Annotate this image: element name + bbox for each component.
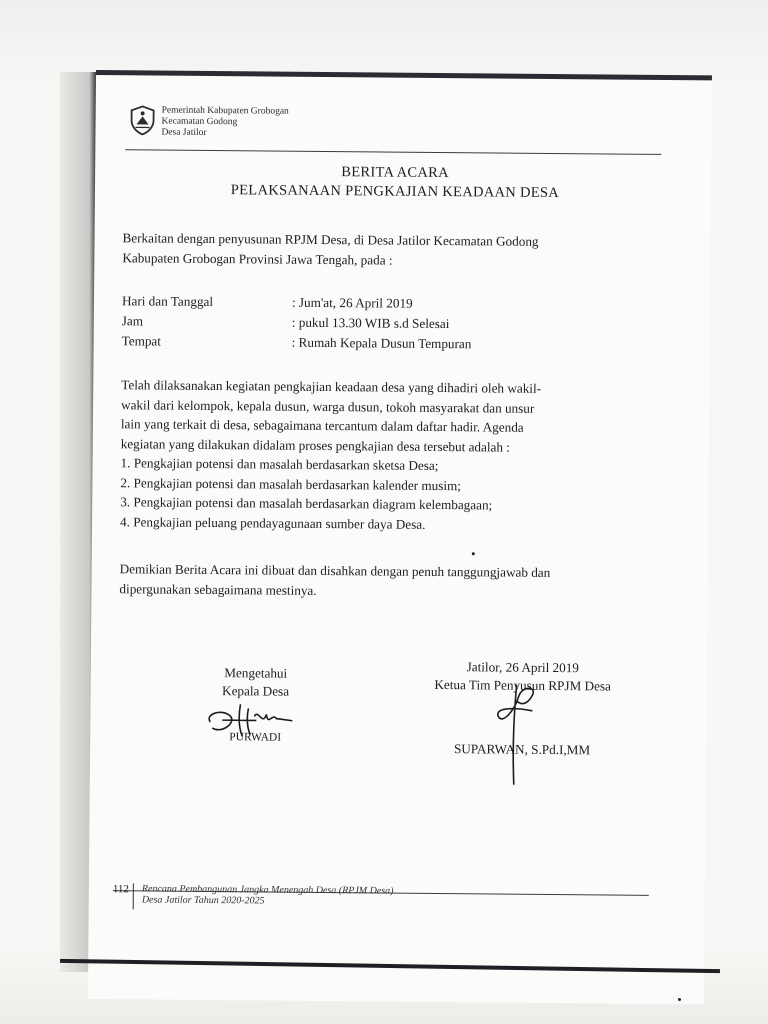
intro-paragraph	[122, 228, 662, 272]
detail-label: Jam	[121, 313, 144, 329]
intro-line-1: Berkaitan dengan penyusunan RPJM Desa, di Desa Jatilor Kecamatan Godong	[122, 230, 539, 249]
agenda-item: 1. Pengkajian potensi dan masalah berdasarkan sketsa Desa;	[120, 455, 439, 474]
agenda-item: 3. Pengkajian potensi dan masalah berdasarkan diagram kelembagaan;	[120, 494, 493, 513]
agenda-item: 2. Pengkajian potensi dan masalah berdasarkan kalender musim;	[120, 474, 462, 493]
body-line-4: kegiatan yang dilakukan didalam proses pengkajian desa tersebut adalah :	[120, 435, 511, 455]
team-leader-signature-icon	[492, 680, 553, 791]
place-and-date: Jatilor, 26 April 2019	[466, 659, 580, 676]
detail-value: : Rumah Kepala Dusun Tempuran	[291, 334, 472, 352]
team-leader-signature-block	[413, 658, 633, 758]
detail-row	[122, 293, 682, 316]
regency-emblem-icon	[129, 105, 155, 135]
footer-line-2: Desa Jatilor Tahun 2020-2025	[141, 894, 265, 907]
detail-value: : pukul 13.30 WIB s.d Selesai	[291, 314, 450, 332]
body-line-3: lain yang terkait di desa, sebagaimana tercantum dalam daftar hadir. Agenda	[120, 416, 524, 435]
closing-line-1: Demikian Berita Acara ini dibuat dan disahkan dengan penuh tanggungjawab dan	[119, 561, 551, 580]
detail-row	[122, 313, 682, 336]
village-head-name: PURWADI	[229, 731, 282, 744]
footer-line-1: Rencana Pembangunan Jangka Menengah Desa (RPJM Desa)	[141, 883, 394, 897]
detail-label: Hari dan Tanggal	[121, 293, 214, 310]
letterhead-rule	[125, 149, 661, 155]
document-title	[95, 161, 695, 204]
title-line-2: PELAKSANAAN PENGKAJIAN KEADAAN DESA	[230, 182, 560, 202]
scan-speck	[472, 552, 475, 555]
closing-paragraph	[119, 559, 659, 603]
agenda-item: 4. Pengkajian peluang pendayagunaan sumber daya Desa.	[119, 513, 426, 532]
body-line-1: Telah dilaksanakan kegiatan pengkajian keadaan desa yang dihadiri oleh wakil-	[121, 377, 542, 396]
acknowledged-label: Mengetahui	[224, 665, 288, 681]
detail-label: Tempat	[121, 333, 162, 349]
page-number: 112	[113, 883, 134, 909]
closing-line-2: dipergunakan sebagaimana mestinya.	[119, 580, 317, 598]
scan-speck	[678, 998, 681, 1001]
detail-row	[122, 333, 682, 356]
title-line-1: BERITA ACARA	[341, 164, 449, 182]
letterhead	[129, 105, 288, 139]
village-head-signature-block	[201, 664, 311, 744]
document-page	[88, 70, 712, 1004]
letterhead-line-3: Desa Jatilor	[161, 127, 207, 138]
team-leader-name: SUPARWAN, S.Pd.I,MM	[453, 741, 591, 758]
body-line-2: wakil dari kelompok, kepala dusun, warga dusun, tokoh masyarakat dan unsur	[121, 396, 535, 416]
page-footer	[113, 883, 394, 911]
team-leader-role: Ketua Tim Penyusun RPJM Desa	[434, 676, 612, 694]
village-head-title: Kepala Desa	[222, 683, 290, 699]
detail-value: : Jum'at, 26 April 2019	[291, 294, 413, 311]
intro-line-2: Kabupaten Grobogan Provinsi Jawa Tengah, pada :	[122, 249, 393, 268]
letterhead-line-2: Kecamatan Godong	[161, 116, 238, 128]
body-paragraph	[120, 375, 661, 536]
letterhead-line-1: Pemerintah Kabupaten Grobogan	[161, 105, 289, 117]
